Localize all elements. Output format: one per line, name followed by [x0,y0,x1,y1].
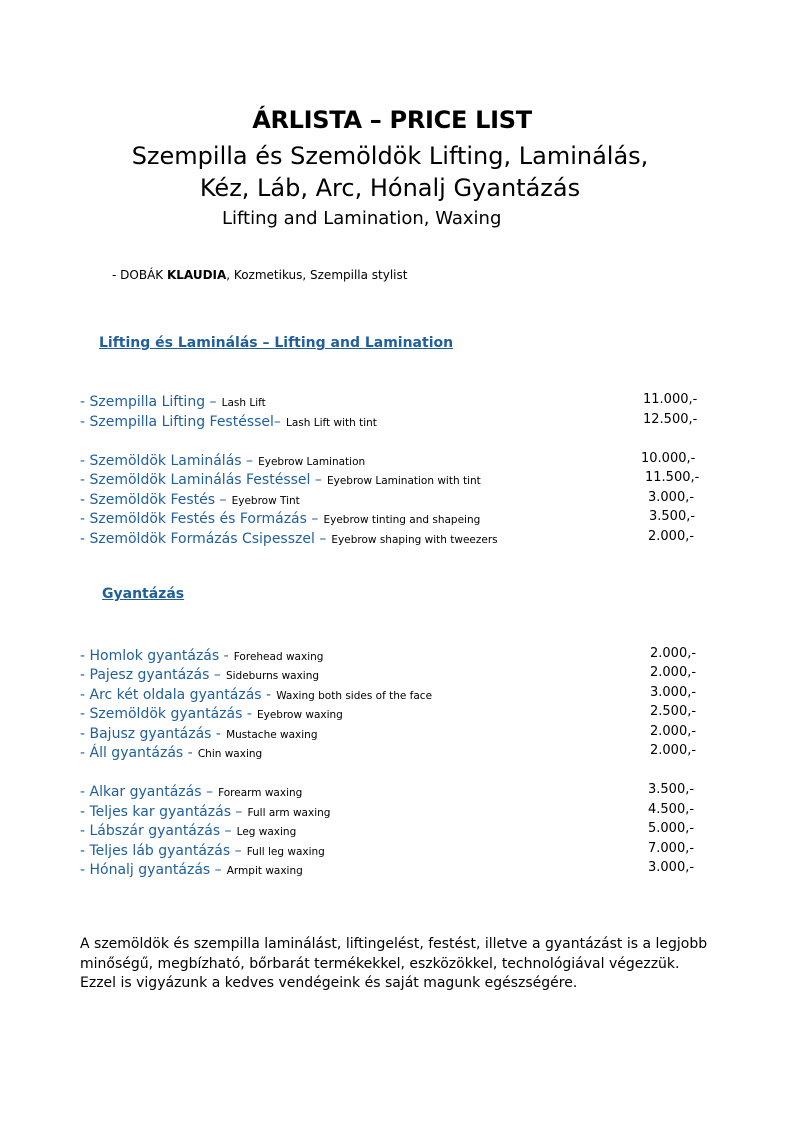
service-english: Mustache waxing [226,729,318,741]
service-price: 2.000,- [648,529,695,544]
service-english: Forehead waxing [233,651,324,663]
service-name: - Szemöldök Festés – [80,492,227,508]
price-row [80,508,696,527]
price-row [80,664,696,683]
price-row [80,742,696,761]
service-name: - Bajusz gyantázás - [80,726,221,742]
subtitle-english: Lifting and Lamination, Waxing [222,208,502,229]
price-row [80,781,696,800]
service-name: - Pajesz gyantázás – [80,667,221,683]
price-row [80,859,696,878]
author-line [112,268,407,282]
footer-line-1: A szemöldök és szempilla laminálást, liftingelést, festést, illetve a gyantázást is a legjobb [80,936,708,952]
footer-line-2: minőségű, megbízható, bőrbarát termékekkel, eszközökkel, technológiával végezzük. [80,955,680,972]
service-english: Full leg waxing [246,846,325,858]
footer-line-3: Ezzel is vigyázunk a kedves vendégeink és saját magunk egészségére. [80,975,578,991]
price-row [80,391,696,410]
page-title: ÁRLISTA – PRICE LIST [252,106,532,134]
subtitle-line-2: Kéz, Láb, Arc, Hónalj Gyantázás [199,174,581,202]
service-name: - Teljes kar gyantázás – [80,804,243,820]
service-english: Full arm waxing [247,807,331,819]
price-row [80,411,696,430]
price-row [80,723,696,742]
price-row [80,684,696,703]
section-title-lifting: Lifting és Laminálás – Lifting and Lamination [99,335,454,351]
service-english: Eyebrow waxing [256,709,343,721]
service-english: Sideburns waxing [225,670,320,682]
service-name: - Szemöldök Laminálás – [80,453,254,469]
service-price: 4.500,- [648,802,695,817]
price-row [80,528,696,547]
service-name: - Szempilla Lifting – [80,394,217,410]
service-name: - Teljes láb gyantázás – [80,843,242,859]
author-name: KLAUDIA [166,268,227,282]
price-row [80,450,696,469]
price-row [80,801,696,820]
service-name: - Áll gyantázás - [80,745,193,761]
section-title-waxing: Gyantázás [102,586,185,602]
price-row [80,840,696,859]
service-price: 3.000,- [650,685,697,700]
service-name: - Lábszár gyantázás – [80,823,232,839]
service-price: 2.500,- [650,704,697,719]
author-prefix: - DOBÁK [112,268,164,282]
service-name: - Alkar gyantázás – [80,784,213,800]
service-english: Eyebrow tinting and shapeing [323,514,481,526]
price-row [80,820,696,839]
service-name: - Szemöldök gyantázás - [80,706,252,722]
footer-note [80,935,720,994]
service-english: Forearm waxing [218,787,303,799]
service-price: 2.000,- [650,743,697,758]
service-english: Chin waxing [197,748,263,760]
service-english: Leg waxing [236,826,297,838]
service-english: Lash Lift [221,397,266,409]
price-row [80,489,696,508]
service-name: - Homlok gyantázás - [80,648,229,664]
service-name: - Arc két oldala gyantázás - [80,687,272,703]
service-price: 5.000,- [648,821,695,836]
service-english: Eyebrow Tint [231,495,300,507]
service-price: 3.500,- [649,509,696,524]
service-name: - Hónalj gyantázás – [80,862,222,878]
service-english: Waxing both sides of the face [276,690,433,702]
service-price: 12.500,- [643,412,698,427]
service-price: 3.000,- [648,490,695,505]
service-price: 2.000,- [650,724,697,739]
service-price: 2.000,- [650,646,697,661]
price-row [80,469,700,488]
service-english: Eyebrow Lamination with tint [326,475,481,487]
service-price: 11.500,- [645,470,700,485]
price-row [80,703,696,722]
service-english: Eyebrow Lamination [258,456,366,468]
service-name: - Szemöldök Formázás Csipesszel – [80,531,327,547]
service-price: 2.000,- [650,665,697,680]
service-english: Lash Lift with tint [286,417,377,429]
service-name: - Szemöldök Festés és Formázás – [80,511,319,527]
service-name: - Szemöldök Laminálás Festéssel – [80,472,322,488]
service-price: 3.500,- [648,782,695,797]
subtitle-line-1: Szempilla és Szemöldök Lifting, Laminálás, [131,142,649,170]
service-price: 3.000,- [648,860,695,875]
service-english: Armpit waxing [226,865,303,877]
service-price: 10.000,- [641,451,696,466]
service-price: 11.000,- [643,392,698,407]
service-name: - Szempilla Lifting Festéssel– [80,414,281,430]
service-english: Eyebrow shaping with tweezers [331,534,498,546]
author-role: , Kozmetikus, Szempilla stylist [226,268,408,282]
price-row [80,645,696,664]
service-price: 7.000,- [648,841,695,856]
